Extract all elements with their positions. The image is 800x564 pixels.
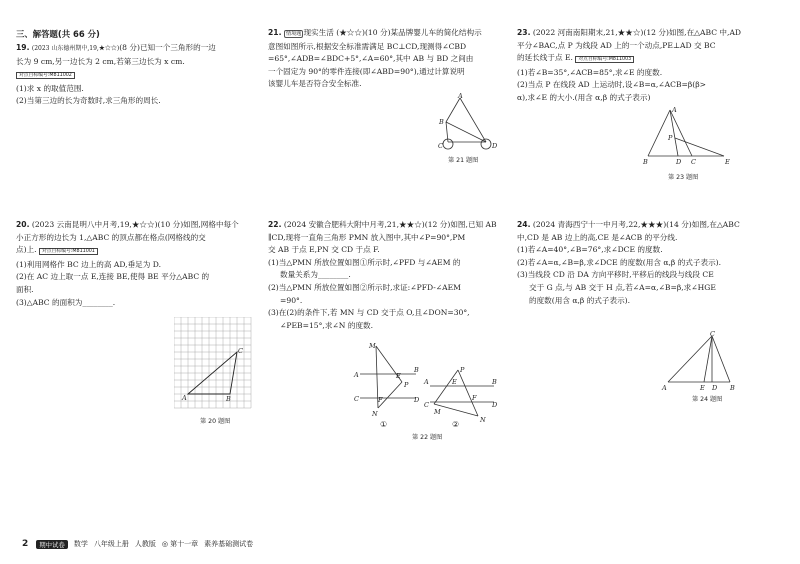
question-part: (1)若∠B=35°,∠ACB=85°,求∠E 的度数.: [517, 67, 663, 77]
question-19: [16, 42, 261, 108]
label-P: P: [460, 366, 465, 374]
question-part: 的度数(用含 α,β 的式子表示).: [529, 295, 631, 305]
label-B: B: [414, 366, 419, 374]
question-text: ∥CD,现将一直角三角形 PMN 放入图中,其中∠P=90°,PM: [268, 232, 466, 242]
label-F: F: [472, 394, 477, 402]
question-text: 长为 9 cm,另一边长为 2 cm,若第三边长为 x cm.: [16, 56, 185, 66]
scenario-badge: 情境题: [285, 31, 302, 37]
question-part: 数量关系为________.: [280, 270, 351, 280]
question-part: (1)利用网格作 BC 边上的高 AD,垂足为 D.: [16, 259, 162, 269]
footer-subject: 数学: [73, 540, 88, 548]
question-text: =65°,∠ADB=∠BDC+5°,∠A=60°,其中 AB 与 BD 之间由: [268, 54, 474, 64]
question-number: 23.: [517, 28, 531, 37]
question-part: (3)在(2)的条件下,若 MN 与 CD 交于点 O,且∠DON=30°,: [268, 308, 470, 318]
label-E: E: [396, 372, 401, 380]
label-A: A: [662, 384, 667, 392]
label-C: C: [691, 158, 696, 166]
question-text: (2024 安徽合肥科大附中月考,21,★★☆)(12 分)如图,已知 AB: [283, 220, 497, 229]
question-part: (2)当△PMN 所放位置如图②所示时,求证:∠PFD-∠AEM: [268, 282, 461, 292]
figure-sub-label-2: ②: [452, 420, 460, 429]
label-B: B: [226, 395, 231, 403]
label-M: M: [434, 408, 441, 416]
label-D: D: [414, 396, 420, 404]
question-part: (2)在 AC 边上取一点 E,连接 BE,使得 BE 平分△ABC 的: [16, 272, 210, 282]
question-text: 小正方形的边长为 1,△ABC 的顶点都在格点(网格线的交: [16, 232, 206, 242]
figure-caption: 第 22 题图: [412, 434, 443, 441]
page-number: 2: [22, 539, 29, 549]
footer-grade: 八年级上册: [93, 540, 129, 548]
question-text: 该婴儿车是否符合安全标准.: [268, 79, 362, 89]
label-A: A: [424, 378, 429, 386]
question-part: (3)△ABC 的面积为________.: [16, 297, 116, 307]
label-C: C: [438, 142, 443, 150]
figure-21-stroller-diagram: [430, 92, 498, 154]
question-part: (3)当线段 CD 沿 DA 方向平移时,平移后的线段与线段 CE: [517, 270, 714, 280]
figure-caption: 第 21 题图: [448, 157, 479, 164]
label-B: B: [730, 384, 735, 392]
question-part: (1)若∠A=40°,∠B=76°,求∠DCE 的度数.: [517, 245, 663, 255]
target-code-tag: 对点目标编号:M811003: [575, 56, 634, 63]
figure-22-diagram-1: [352, 340, 422, 420]
label-C: C: [354, 395, 359, 403]
question-text: 的延长线于点 E.: [517, 53, 573, 63]
label-D: D: [676, 158, 682, 166]
figure-sub-label-1: ①: [380, 420, 388, 429]
label-F: F: [378, 396, 383, 404]
label-M: M: [369, 342, 376, 350]
question-part: 交于 G 点,与 AB 交于 H 点,若∠A=α,∠B=β,求∠HGE: [529, 282, 716, 292]
label-D: D: [712, 384, 718, 392]
label-B: B: [643, 158, 648, 166]
label-E: E: [725, 158, 730, 166]
question-22: [268, 219, 508, 332]
question-source: (2023 山东德州期中,19,★☆☆): [31, 45, 120, 52]
question-24: [517, 219, 782, 307]
label-E: E: [700, 384, 705, 392]
question-text: (8 分)已知一个三角形的一边: [119, 43, 216, 52]
figure-caption: 第 23 题图: [668, 174, 699, 181]
label-C: C: [238, 347, 243, 355]
label-D: D: [492, 401, 498, 409]
question-number: 21.: [268, 28, 282, 37]
question-part: (1)求 x 的取值范围.: [16, 83, 84, 93]
label-C: C: [710, 330, 715, 338]
section-title: 三、解答题(共 66 分): [16, 29, 100, 39]
figure-caption: 第 24 题图: [692, 396, 723, 403]
question-text: (2022 河南南阳期末,21,★★☆)(12 分)如图,在△ABC 中,AD: [532, 28, 742, 37]
label-P: P: [404, 381, 409, 389]
figure-22-diagram-2: [422, 362, 502, 424]
label-A: A: [182, 394, 187, 402]
question-part: 面积.: [16, 284, 34, 294]
question-20: [16, 219, 261, 309]
question-21: [268, 27, 508, 91]
question-number: 19.: [16, 43, 30, 52]
label-N: N: [480, 416, 486, 424]
target-code-tag: 对点目标编号:M811002: [16, 72, 75, 79]
question-part: (1)当△PMN 所放位置如图①所示时,∠PFD 与∠AEM 的: [268, 257, 461, 267]
question-text: 交 AB 于点 E,PN 交 CD 于点 F.: [268, 245, 380, 255]
question-text: 平分∠BAC,点 P 为线段 AD 上的一个动点,PE⊥AD 交 BC: [517, 40, 716, 50]
question-part: α),求∠E 的大小.(用含 α,β 的式子表示): [517, 92, 651, 102]
target-code-tag: 对点目标编号:M811001: [39, 248, 98, 255]
footer-edition: 人教版: [134, 540, 156, 548]
question-text: (2024 青海西宁十一中月考,22,★★★)(14 分)如图,在△ABC: [532, 220, 740, 229]
label-C: C: [424, 401, 429, 409]
label-B: B: [439, 118, 444, 126]
label-E: E: [452, 378, 457, 386]
question-text: 现实生活 (★☆☆)(10 分)某品牌婴儿车的简化结构示: [303, 28, 482, 37]
question-text: 点)上.: [16, 245, 37, 255]
label-P: P: [668, 134, 673, 142]
page-footer: [22, 538, 259, 550]
figure-20-grid: [174, 317, 258, 413]
label-N: N: [372, 410, 378, 418]
question-text: 一个固定为 90°的零件连接(即∠ABD=90°),通过计算说明: [268, 66, 465, 76]
question-part: (2)若∠A=α,∠B=β,求∠DCE 的度数(用含 α,β 的式子表示).: [517, 257, 722, 267]
figure-caption: 第 20 题图: [200, 418, 231, 425]
label-A: A: [458, 92, 463, 100]
label-A: A: [354, 371, 359, 379]
question-text: 意图如图所示,根据安全标准需满足 BC⊥CD,现测得∠CBD: [268, 41, 467, 51]
question-text: (2023 云南昆明八中月考,19,★☆☆)(10 分)如图,网格中每个: [31, 220, 239, 229]
question-number: 24.: [517, 220, 531, 229]
question-number: 20.: [16, 220, 30, 229]
question-23: [517, 27, 782, 105]
label-B: B: [492, 378, 497, 386]
footer-title: 素养基础测试卷: [204, 540, 254, 548]
figure-23-triangle: [640, 104, 736, 166]
brand-label: 期中试卷: [36, 540, 68, 549]
question-text: 中,CD 是 AB 边上的高,CE 是∠ACB 的平分线.: [517, 232, 678, 242]
question-number: 22.: [268, 220, 282, 229]
footer-chapter: ◎ 第十一章: [161, 540, 199, 548]
figure-24-triangle: [660, 330, 750, 392]
label-A: A: [672, 106, 677, 114]
question-part: =90°.: [280, 295, 303, 305]
question-part: ∠PEB=15°,求∠N 的度数.: [280, 320, 374, 330]
question-part: (2)当点 P 在线段 AD 上运动时,设∠B=α,∠ACB=β(β>: [517, 80, 706, 90]
label-D: D: [492, 142, 498, 150]
question-part: (2)当第三边的长为奇数时,求三角形的周长.: [16, 96, 161, 106]
